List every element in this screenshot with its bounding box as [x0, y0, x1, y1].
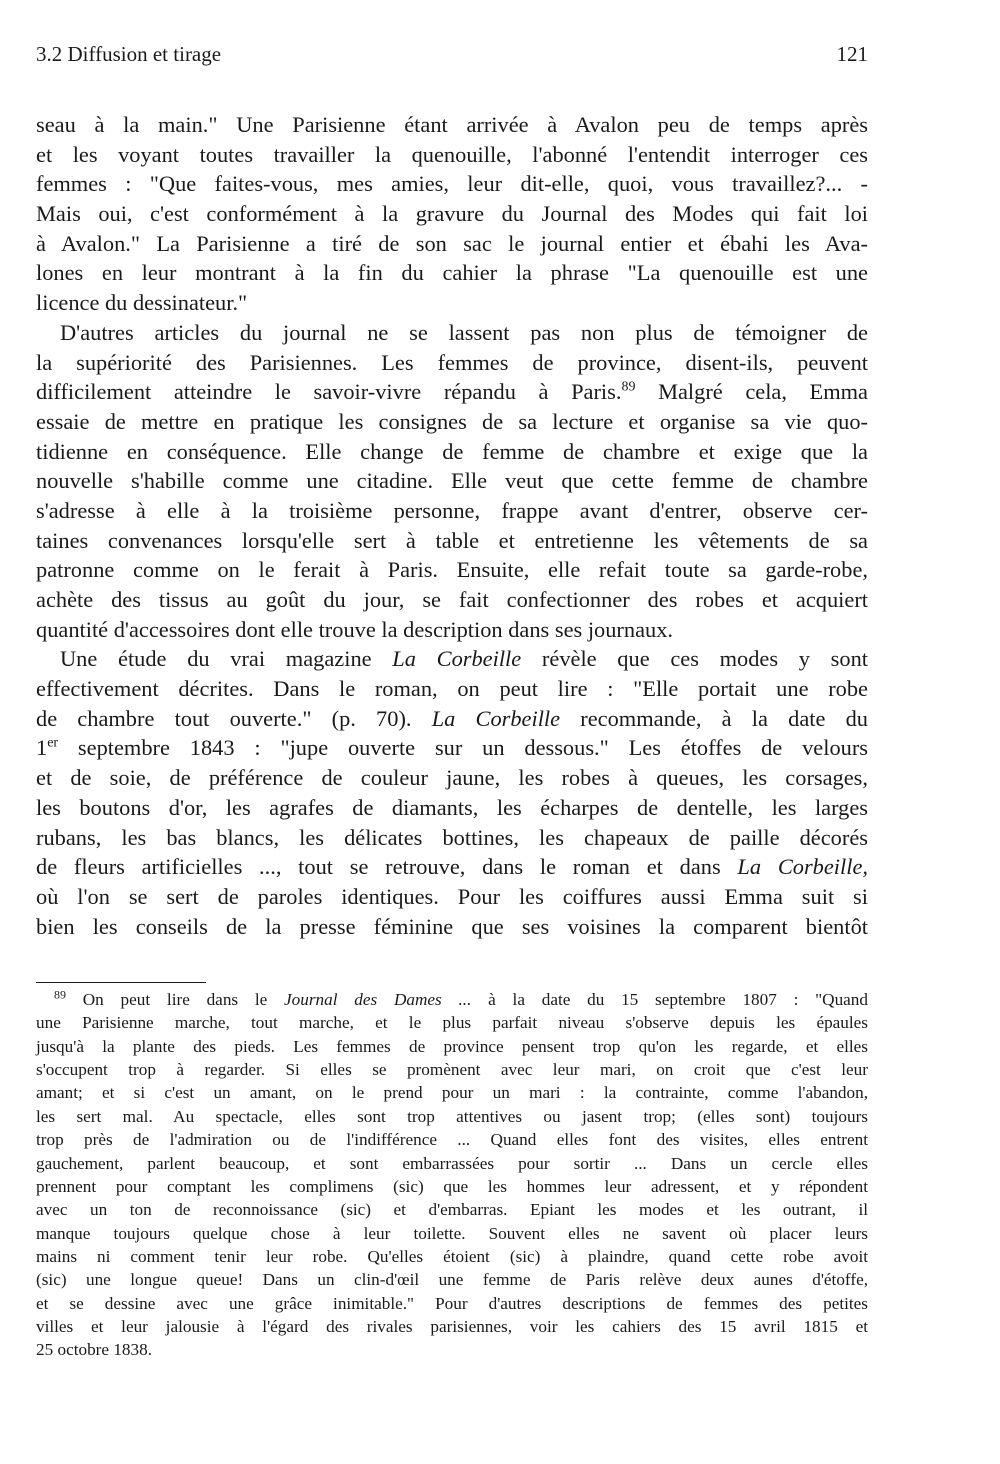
body-line: [36, 437, 868, 467]
text-run: à la date du 15 septembre 1807 : "Quand: [471, 990, 868, 1009]
footnote-line: [36, 1338, 868, 1361]
text-run: essaie de mettre en pratique les consignes de sa lecture et organise sa vie quo-: [36, 408, 868, 434]
text-run: On peut lire dans le: [66, 990, 285, 1009]
italic-title: La Corbeille: [431, 705, 561, 731]
text-run: s'occupent trop à regarder. Si elles se promènent avec leur mari, on croit que c'est leur: [36, 1060, 868, 1080]
text-run: Mais oui, c'est conformément à la gravure du Journal des Modes qui fait loi: [36, 201, 868, 227]
text-run: recommande, à la date du: [560, 705, 868, 731]
body-line: [36, 852, 868, 882]
text-run: trop près de l'admiration ou de l'indifférence ... Quand elles font des visites, elles entrent: [36, 1130, 868, 1150]
text-run: prennent pour comptant les complimens (sic) que les hommes leur adressent, et y répondent: [36, 1176, 868, 1196]
text-run: les boutons d'or, les agrafes de diamants, les écharpes de dentelle, les larges: [36, 794, 868, 820]
text-run: villes et leur jalousie à l'égard des rivales parisiennes, voir les cahiers des 15 avril 1815 et: [36, 1317, 868, 1337]
text-run: taines convenances lorsqu'elle sert à table et entretienne les vêtements de sa: [36, 527, 868, 553]
text-run: bien les conseils de la presse féminine que ses voisines la comparent bientôt: [36, 913, 868, 939]
text-run: et les voyant toutes travailler la quenouille, l'abonné l'entendit interroger ces: [36, 141, 868, 167]
text-run: la supériorité des Parisiennes. Les femmes de province, disent-ils, peuvent: [36, 349, 868, 375]
footnote-line: [36, 1011, 868, 1034]
italic-title: Journal des Dames ...: [284, 990, 472, 1009]
body-line: [36, 555, 868, 585]
footnote-line: [36, 1081, 868, 1104]
text-run: de fleurs artificielles ..., tout se retrouve, dans le roman et dans: [36, 854, 738, 880]
body-line: [36, 733, 868, 763]
text-run: nouvelle s'habille comme une citadine. Elle veut que cette femme de chambre: [36, 468, 868, 494]
body-line: [36, 526, 868, 556]
body-line: [36, 110, 868, 140]
body-line: [36, 140, 868, 170]
body-line: [36, 615, 868, 645]
text-run: Une étude du vrai magazine: [60, 646, 393, 672]
text-run: les sert mal. Au spectacle, elles sont trop attentives ou jasent trop; (elles sont) toujours: [36, 1106, 868, 1126]
text-run: quantité d'accessoires dont elle trouve la description dans ses journaux.: [36, 616, 674, 642]
footnote-line: [36, 1035, 868, 1058]
text-run: seau à la main." Une Parisienne étant arrivée à Avalon peu de temps après: [36, 112, 868, 137]
text-run: jusqu'à la plante des pieds. Les femmes de province pensent trop qu'on les regarde, et elles: [36, 1036, 868, 1056]
italic-title: La Corbeille: [392, 646, 522, 672]
running-header: [36, 38, 868, 70]
section-title: 3.2 Diffusion et tirage: [36, 42, 222, 66]
footnote-line: [36, 1315, 868, 1338]
text-run: s'adresse à elle à la troisième personne, frappe avant d'entrer, observe cer-: [36, 497, 868, 523]
book-page: [36, 0, 868, 1464]
body-line: [36, 644, 868, 674]
footnote-line: [36, 1058, 868, 1081]
text-run: révèle que ces modes y sont: [521, 646, 869, 672]
text-run: et de soie, de préférence de couleur jaune, les robes à queues, les corsages,: [36, 765, 868, 791]
body-line: [36, 229, 868, 259]
text-run: Malgré cela, Emma: [635, 379, 868, 405]
text-run: de chambre tout ouverte." (p. 70).: [36, 705, 432, 731]
body-line: [36, 823, 868, 853]
body-line: [36, 288, 868, 318]
body-line: [36, 704, 868, 734]
text-run: 1: [36, 735, 48, 761]
body-line: [36, 348, 868, 378]
body-line: [36, 169, 868, 199]
body-line: [36, 674, 868, 704]
text-run: femmes : "Que faites-vous, mes amies, leur dit-elle, quoi, vous travaillez?... -: [36, 171, 868, 197]
body-line: [36, 199, 868, 229]
body-line: [36, 763, 868, 793]
footnote-marker: 89: [54, 987, 66, 1002]
text-run: et se dessine avec une grâce inimitable." Pour d'autres descriptions de femmes des petites: [36, 1293, 868, 1313]
text-run: lones en leur montrant à la fin du cahier la phrase "La quenouille est une: [36, 260, 868, 286]
text-run: licence du dessinateur.": [36, 290, 248, 316]
footnote-line: [36, 1292, 868, 1315]
footnote-text: [36, 988, 868, 1362]
text-run: (sic) une longue queue! Dans un clin-d'œil une femme de Paris relève deux aunes d'étoffe,: [36, 1270, 868, 1290]
text-run: gauchement, parlent beaucoup, et sont embarrassées pour sortir ... Dans un cercle elles: [36, 1153, 868, 1173]
footnote-marker: er: [47, 735, 59, 751]
footnote-line: [36, 1222, 868, 1245]
text-run: amant; et si c'est un amant, on le prend pour un mari : la contrainte, comme l'abandon,: [36, 1083, 868, 1103]
page-number: 121: [836, 42, 868, 66]
text-run: où l'on se sert de paroles identiques. Pour les coiffures aussi Emma suit si: [36, 883, 868, 909]
text-run: une Parisienne marche, tout marche, et le plus parfait niveau s'observe depuis les épaules: [36, 1013, 868, 1033]
text-run: tidienne en conséquence. Elle change de femme de chambre et exige que la: [36, 438, 868, 464]
footnote-line: [36, 1245, 868, 1268]
footnote-line: [36, 1105, 868, 1128]
body-line: [36, 882, 868, 912]
footnote-line: [36, 1198, 868, 1221]
italic-title: La Corbeille,: [737, 854, 868, 880]
footnote-line: [36, 1128, 868, 1151]
footnote-line: [36, 988, 868, 1011]
text-run: à Avalon." La Parisienne a tiré de son sac le journal entier et ébahi les Ava-: [36, 230, 868, 256]
text-run: manque toujours quelque chose à leur toilette. Souvent elles ne savent où placer leurs: [36, 1223, 868, 1243]
text-run: rubans, les bas blancs, les délicates bottines, les chapeaux de paille décorés: [36, 824, 868, 850]
body-line: [36, 912, 868, 942]
body-line: [36, 258, 868, 288]
body-text: [36, 110, 868, 941]
text-run: mains ni comment tenir leur robe. Qu'elles étoient (sic) à plaindre, quand cette robe avoit: [36, 1246, 868, 1266]
text-run: D'autres articles du journal ne se lassent pas non plus de témoigner de: [60, 319, 868, 345]
body-line: [36, 585, 868, 615]
text-run: septembre 1843 : "jupe ouverte sur un dessous." Les étoffes de velours: [58, 735, 868, 761]
text-run: avec un ton de reconnoissance (sic) et d'embarras. Epiant les modes et les outrant, il: [36, 1200, 868, 1220]
footnote-line: [36, 1175, 868, 1198]
footnote-rule: [36, 982, 206, 983]
text-run: patronne comme on le ferait à Paris. Ensuite, elle refait toute sa garde-robe,: [36, 557, 868, 583]
footnote-line: [36, 1268, 868, 1291]
body-line: [36, 496, 868, 526]
text-run: 25 octobre 1838.: [36, 1340, 152, 1360]
footnote-line: [36, 1152, 868, 1175]
footnote-marker: 89: [621, 379, 636, 395]
body-line: [36, 318, 868, 348]
body-line: [36, 377, 868, 407]
body-line: [36, 466, 868, 496]
body-line: [36, 793, 868, 823]
text-run: effectivement décrites. Dans le roman, on peut lire : "Elle portait une robe: [36, 676, 868, 702]
text-run: difficilement atteindre le savoir-vivre répandu à Paris.: [36, 379, 622, 405]
body-line: [36, 407, 868, 437]
text-run: achète des tissus au goût du jour, se fait confectionner des robes et acquiert: [36, 587, 868, 612]
